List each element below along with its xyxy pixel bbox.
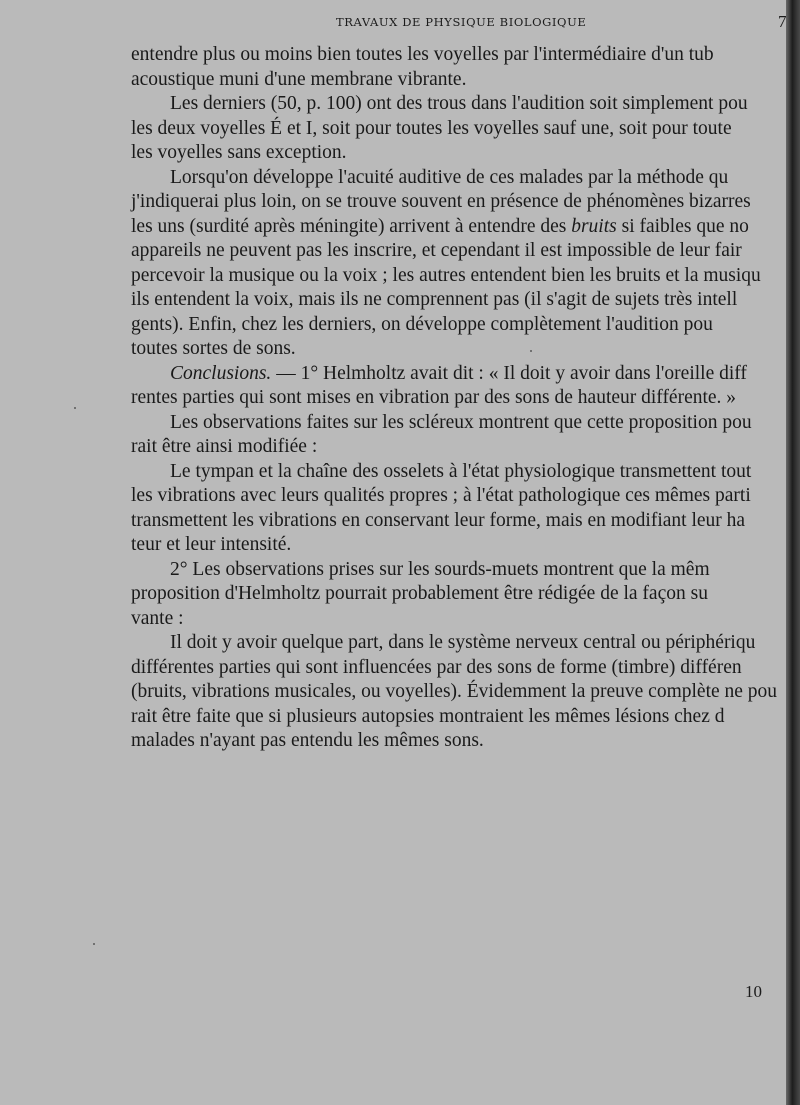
text-line: vante : <box>131 607 184 629</box>
body-text <box>131 43 786 754</box>
text-line: j'indiquerai plus loin, on se trouve souvent en présence de phénomènes bizarres <box>131 191 751 212</box>
paper-speck <box>93 943 95 945</box>
text-line: les uns (surdité après méningite) arrivent à entendre des bruits si faibles que no <box>131 215 749 237</box>
running-title: TRAVAUX DE PHYSIQUE BIOLOGIQUE <box>336 15 587 29</box>
text-line: ils entendent la voix, mais ils ne comprennent pas (il s'agit de sujets très intell <box>131 289 738 310</box>
text-line: acoustique muni d'une membrane vibrante. <box>131 68 467 90</box>
paper-speck <box>530 350 532 352</box>
paper-speck <box>74 407 76 409</box>
text-line: Le tympan et la chaîne des osselets à l'état physiologique transmettent tout <box>170 460 752 482</box>
text-line: Conclusions. — 1° Helmholtz avait dit : « Il doit y avoir dans l'oreille diff <box>170 362 747 384</box>
text-line: les vibrations avec leurs qualités propres ; à l'état pathologique ces mêmes parti <box>131 485 751 506</box>
text-line: transmettent les vibrations en conservant leur forme, mais en modifiant leur ha <box>131 509 746 531</box>
text-line: teur et leur intensité. <box>131 534 292 555</box>
text-line: différentes parties qui sont influencées par des sons de forme (timbre) différen <box>131 656 742 678</box>
text-line: Les derniers (50, p. 100) ont des trous dans l'audition soit simplement pou <box>170 93 748 114</box>
text-line: 2° Les observations prises sur les sourds-muets montrent que la mêm <box>170 558 710 580</box>
text-line: entendre plus ou moins bien toutes les voyelles par l'intermédiaire d'un tub <box>131 44 714 65</box>
text-line: rait être faite que si plusieurs autopsies montraient les mêmes lésions chez d <box>131 705 725 727</box>
signature-mark: 10 <box>745 982 762 1001</box>
text-line: Les observations faites sur les scléreux montrent que cette proposition pou <box>170 411 752 433</box>
text-line: Il doit y avoir quelque part, dans le système nerveux central ou périphériqu <box>170 632 756 653</box>
text-line: rait être ainsi modifiée : <box>131 436 318 457</box>
text-line: malades n'ayant pas entendu les mêmes sons. <box>131 730 484 751</box>
text-line: les deux voyelles É et I, soit pour toutes les voyelles sauf une, soit pour toute <box>131 117 732 139</box>
text-line: gents). Enfin, chez les derniers, on développe complètement l'audition pou <box>131 313 713 335</box>
text-line: Lorsqu'on développe l'acuité auditive de ces malades par la méthode qu <box>170 166 729 188</box>
text-line: (bruits, vibrations musicales, ou voyelles). Évidemment la preuve complète ne pou <box>131 681 778 702</box>
page-gutter-shadow <box>786 0 800 1105</box>
page-number: 7 <box>778 12 786 31</box>
text-line: percevoir la musique ou la voix ; les autres entendent bien les bruits et la musiqu <box>131 264 761 286</box>
text-line: rentes parties qui sont mises en vibration par des sons de hauteur différente. » <box>131 387 737 408</box>
text-line: appareils ne peuvent pas les inscrire, et cependant il est impossible de leur fair <box>131 240 742 261</box>
text-line: toutes sortes de sons. <box>131 338 296 359</box>
text-line: les voyelles sans exception. <box>131 142 347 163</box>
text-line: proposition d'Helmholtz pourrait probablement être rédigée de la façon su <box>131 583 708 604</box>
